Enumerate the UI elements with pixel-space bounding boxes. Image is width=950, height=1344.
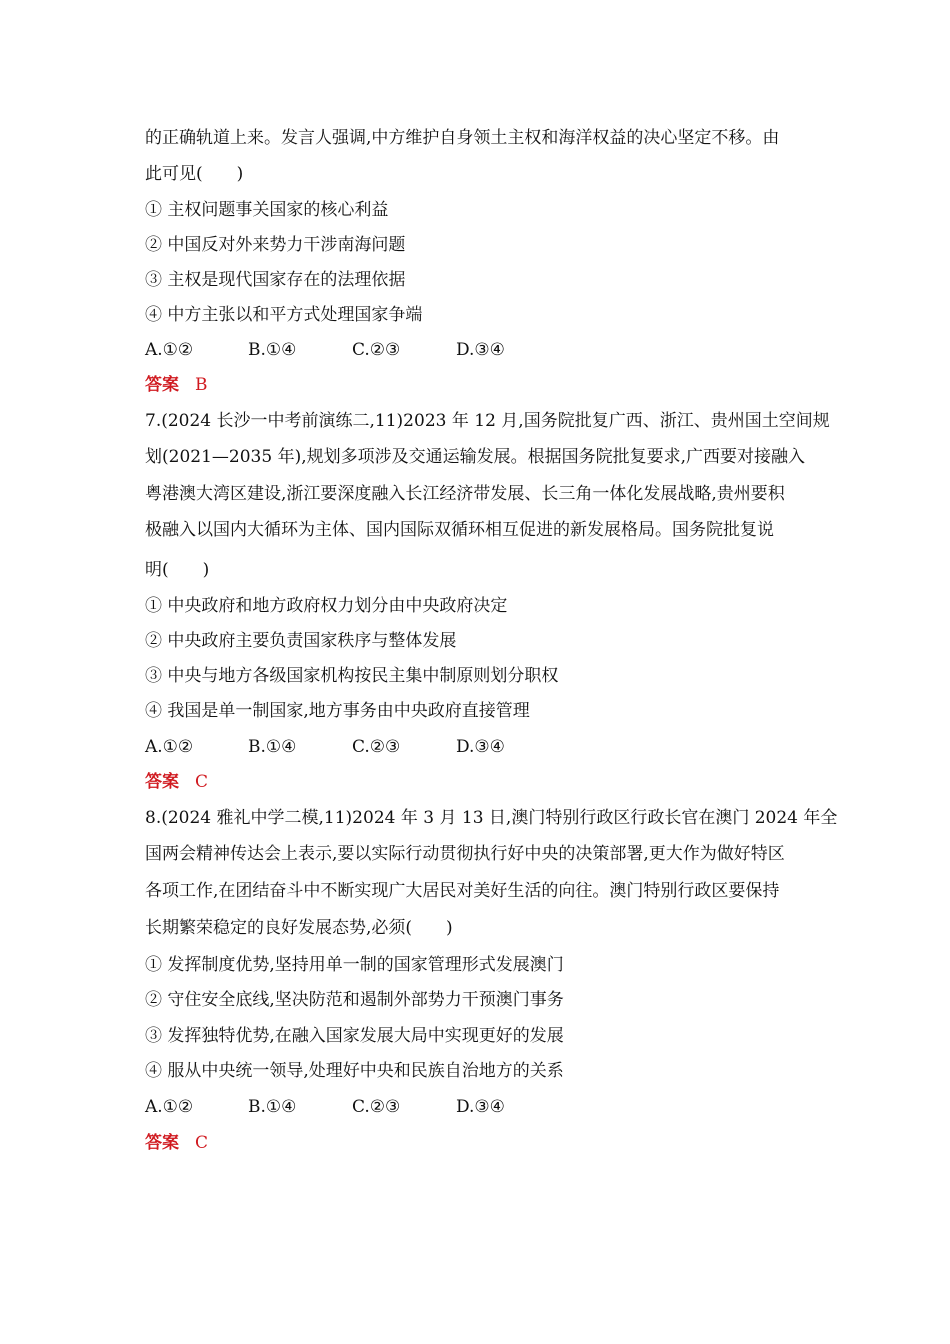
q8-option-a: A.①② bbox=[145, 1097, 194, 1117]
q8-option-d: D.③④ bbox=[456, 1097, 505, 1117]
q8-item-2: ② 守住安全底线,坚决防范和遏制外部势力干预澳门事务 bbox=[145, 990, 564, 1010]
q7-option-b: B.①④ bbox=[248, 737, 297, 757]
q7-option-d: D.③④ bbox=[456, 737, 505, 757]
q8-stem-line-3: 各项工作,在团结奋斗中不断实现广大居民对美好生活的向往。澳门特别行政区要保持 bbox=[145, 881, 780, 901]
q8-item-3: ③ 发挥独特优势,在融入国家发展大局中实现更好的发展 bbox=[145, 1026, 564, 1046]
q7-stem-line-5: 明( ) bbox=[145, 560, 210, 580]
q7-stem-line-2: 划(2021—2035 年),规划多项涉及交通运输发展。根据国务院批复要求,广西要对接融入 bbox=[145, 447, 806, 467]
q8-stem-line-1: 8.(2024 雅礼中学二模,11)2024 年 3 月 13 日,澳门特别行政区行政长官在澳门 2024 年全 bbox=[145, 808, 838, 828]
answer-value: C bbox=[195, 1133, 209, 1153]
q8-stem-line-4: 长期繁荣稳定的良好发展态势,必须( ) bbox=[145, 918, 453, 938]
q6-item-4: ④ 中方主张以和平方式处理国家争端 bbox=[145, 305, 423, 325]
answer-label: 答案 bbox=[145, 1133, 179, 1153]
q6-option-c: C.②③ bbox=[352, 340, 401, 360]
q6-option-b: B.①④ bbox=[248, 340, 297, 360]
q7-item-4: ④ 我国是单一制国家,地方事务由中央政府直接管理 bbox=[145, 701, 530, 721]
q8-option-b: B.①④ bbox=[248, 1097, 297, 1117]
q7-answer bbox=[145, 770, 208, 794]
q8-option-c: C.②③ bbox=[352, 1097, 401, 1117]
q7-stem-line-1: 7.(2024 长沙一中考前演练二,11)2023 年 12 月,国务院批复广西、浙江、贵州国土空间规 bbox=[145, 411, 830, 431]
q8-stem-line-2: 国两会精神传达会上表示,要以实际行动贯彻执行好中央的决策部署,更大作为做好特区 bbox=[145, 844, 785, 864]
q7-stem-line-4: 极融入以国内大循环为主体、国内国际双循环相互促进的新发展格局。国务院批复说 bbox=[145, 520, 774, 540]
q7-option-c: C.②③ bbox=[352, 737, 401, 757]
q6-answer bbox=[145, 373, 208, 397]
answer-value: B bbox=[195, 375, 208, 395]
q6-option-d: D.③④ bbox=[456, 340, 505, 360]
q6-item-2: ② 中国反对外来势力干涉南海问题 bbox=[145, 235, 406, 255]
q6-stem-line-1: 的正确轨道上来。发言人强调,中方维护自身领土主权和海洋权益的决心坚定不移。由 bbox=[145, 128, 780, 148]
answer-label: 答案 bbox=[145, 375, 179, 395]
q7-option-a: A.①② bbox=[145, 737, 194, 757]
q6-option-a: A.①② bbox=[145, 340, 194, 360]
answer-label: 答案 bbox=[145, 772, 179, 792]
q7-stem-line-3: 粤港澳大湾区建设,浙江要深度融入长江经济带发展、长三角一体化发展战略,贵州要积 bbox=[145, 484, 785, 504]
q6-item-3: ③ 主权是现代国家存在的法理依据 bbox=[145, 270, 406, 290]
q8-item-4: ④ 服从中央统一领导,处理好中央和民族自治地方的关系 bbox=[145, 1061, 564, 1081]
q7-item-3: ③ 中央与地方各级国家机构按民主集中制原则划分职权 bbox=[145, 666, 559, 686]
answer-value: C bbox=[195, 772, 209, 792]
q7-item-2: ② 中央政府主要负责国家秩序与整体发展 bbox=[145, 631, 457, 651]
q7-item-1: ① 中央政府和地方政府权力划分由中央政府决定 bbox=[145, 596, 508, 616]
q6-stem-line-2: 此可见( ) bbox=[145, 164, 244, 184]
q8-answer bbox=[145, 1131, 208, 1155]
q6-item-1: ① 主权问题事关国家的核心利益 bbox=[145, 200, 389, 220]
q8-item-1: ① 发挥制度优势,坚持用单一制的国家管理形式发展澳门 bbox=[145, 955, 564, 975]
